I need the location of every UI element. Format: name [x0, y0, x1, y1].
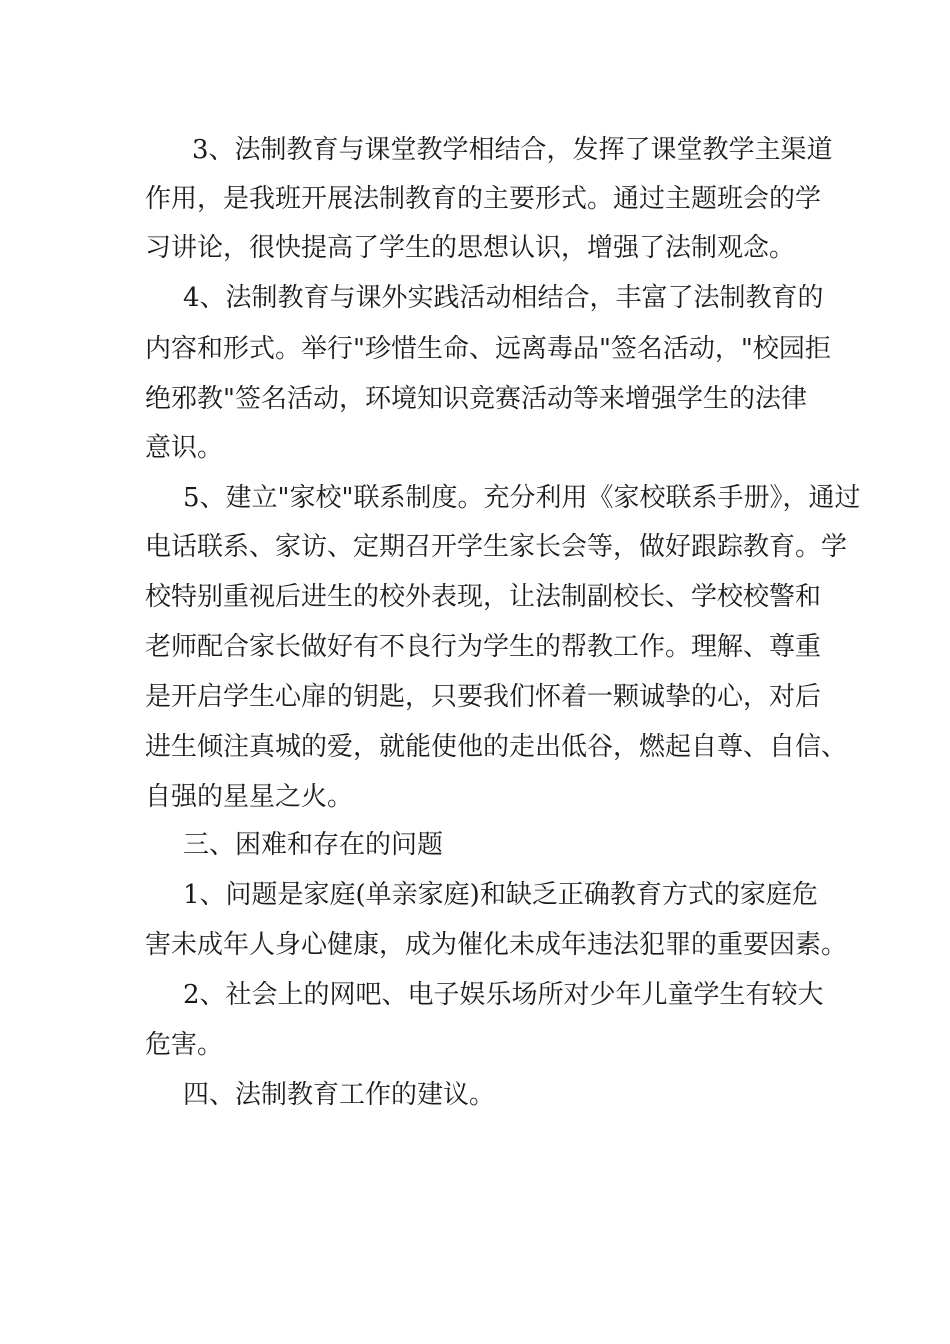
problem-1-line-2: 害未成年人身心健康，成为催化未成年违法犯罪的重要因素。: [145, 930, 848, 960]
paragraph-3-line-2: 作用，是我班开展法制教育的主要形式。通过主题班会的学: [145, 184, 822, 214]
problem-2-line-1: 2、社会上的网吧、电子娱乐场所对少年儿童学生有较大: [183, 980, 824, 1010]
section-3-heading: 三、困难和存在的问题: [183, 830, 444, 860]
section-4-heading: 四、法制教育工作的建议。: [183, 1080, 496, 1110]
paragraph-3-line-3: 习讲论，很快提高了学生的思想认识，增强了法制观念。: [145, 233, 796, 263]
paragraph-4-line-1: 4、法制教育与课外实践活动相结合，丰富了法制教育的: [183, 283, 824, 313]
paragraph-4-line-2: 内容和形式。举行"珍惜生命、远离毒品"签名活动，"校园拒: [145, 334, 831, 364]
problem-2-line-2: 危害。: [145, 1030, 224, 1060]
paragraph-3-line-1: 3、法制教育与课堂教学相结合，发挥了课堂教学主渠道: [192, 135, 833, 165]
paragraph-5-line-5: 是开启学生心扉的钥匙，只要我们怀着一颗诚挚的心，对后: [145, 682, 822, 712]
paragraph-5-line-6: 进生倾注真城的爱，就能使他的走出低谷，燃起自尊、自信、: [145, 732, 848, 762]
paragraph-5-line-3: 校特别重视后进生的校外表现，让法制副校长、学校校警和: [145, 582, 822, 612]
paragraph-5-line-7: 自强的星星之火。: [145, 782, 354, 812]
paragraph-5-line-2: 电话联系、家访、定期召开学生家长会等，做好跟踪教育。学: [145, 532, 848, 562]
problem-1-line-1: 1、问题是家庭(单亲家庭)和缺乏正确教育方式的家庭危: [183, 880, 818, 910]
paragraph-5-line-4: 老师配合家长做好有不良行为学生的帮教工作。理解、尊重: [145, 632, 822, 662]
paragraph-5-line-1: 5、建立"家校"联系制度。充分利用《家校联系手册》，通过: [183, 483, 861, 513]
paragraph-4-line-4: 意识。: [145, 433, 224, 463]
paragraph-4-line-3: 绝邪教"签名活动，环境知识竞赛活动等来增强学生的法律: [145, 384, 807, 414]
